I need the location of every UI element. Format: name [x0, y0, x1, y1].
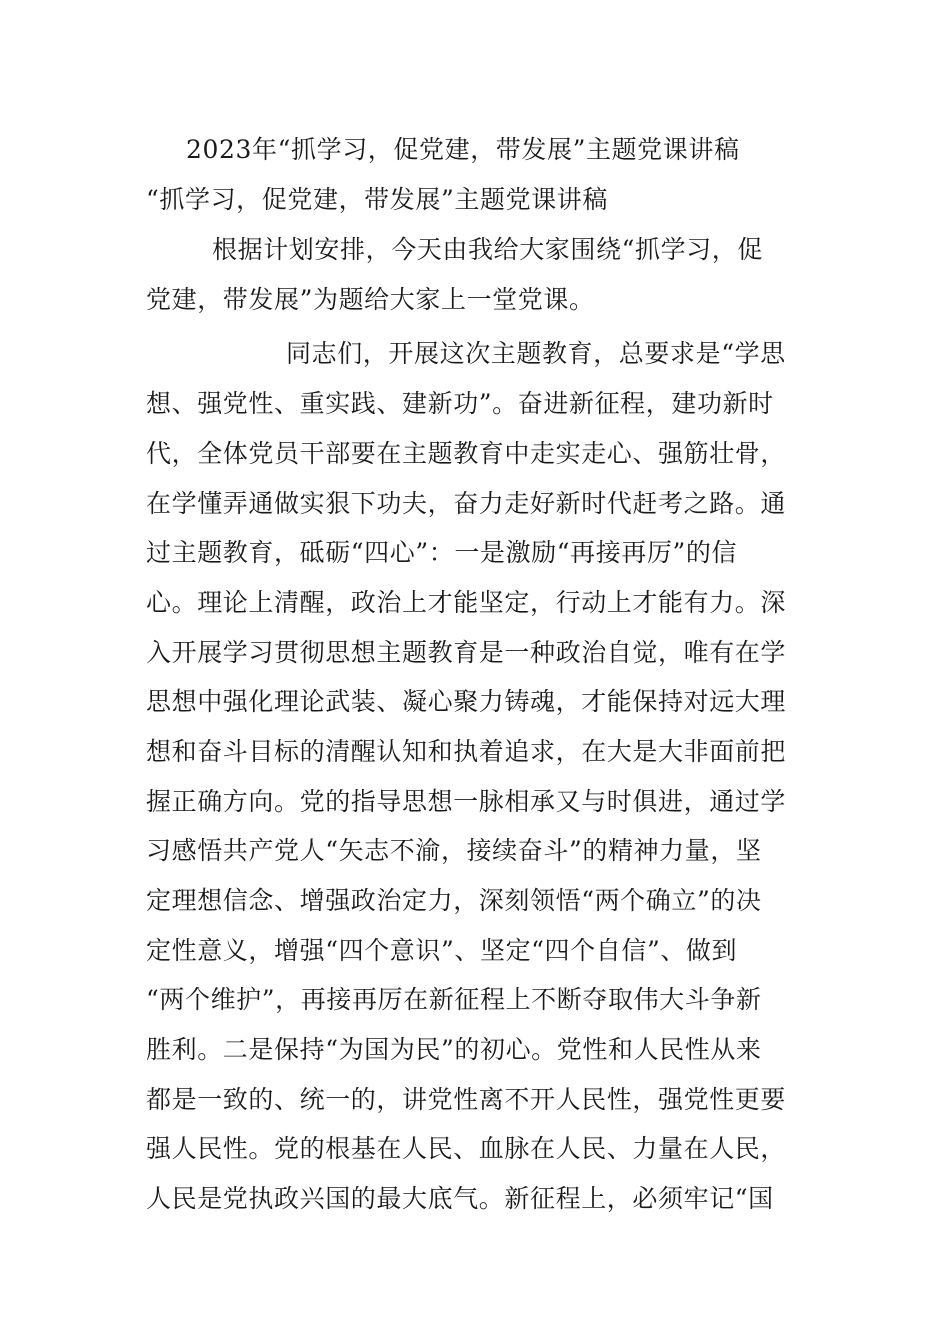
paragraph-line: 想、强党性、重实践、建新功”。奋进新征程，建功新时	[146, 389, 774, 418]
paragraph-line: 胜利。二是保持“为国为民”的初心。党性和人民性从来	[146, 1035, 762, 1064]
paragraph-line: 定理想信念、增强政治定力，深刻领悟“两个确立”的决	[146, 886, 762, 915]
paragraph-line: 党建，带发展”为题给大家上一堂党课。	[146, 285, 595, 314]
paragraph-line: 入开展学习贯彻思想主题教育是一种政治自觉，唯有在学	[146, 638, 787, 667]
paragraph-line: 人民是党执政兴国的最大底气。新征程上，必须牢记“国	[146, 1184, 774, 1213]
paragraph-line: 根据计划安排，今天由我给大家围绕“抓学习，促	[212, 235, 763, 264]
paragraph-line: 定性意义，增强“四个意识”、坚定“四个自信”、做到	[146, 936, 738, 965]
paragraph-line: 心。理论上清醒，政治上才能坚定，行动上才能有力。深	[146, 588, 787, 617]
document-title: 2023年“抓学习，促党建，带发展”主题党课讲稿	[186, 135, 740, 164]
paragraph-line: “两个维护”，再接再厉在新征程上不断夺取伟大斗争新	[146, 985, 762, 1014]
paragraph-line: 强人民性。党的根基在人民、血脉在人民、力量在人民，	[146, 1134, 787, 1163]
paragraph-line: 想和奋斗目标的清醒认知和执着追求，在大是大非面前把	[146, 737, 787, 766]
paragraph-line: 思想中强化理论武装、凝心聚力铸魂，才能保持对远大理	[146, 687, 787, 716]
paragraph-line: 在学懂弄通做实狠下功夫，奋力走好新时代赶考之路。通	[146, 489, 787, 518]
paragraph-line: 都是一致的、统一的，讲党性离不开人民性，强党性更要	[146, 1085, 787, 1114]
paragraph-line: 同志们，开展这次主题教育，总要求是“学思	[286, 339, 786, 368]
paragraph-line: 握正确方向。党的指导思想一脉相承又与时俱进，通过学	[146, 787, 787, 816]
document-subtitle: “抓学习，促党建，带发展”主题党课讲稿	[146, 185, 608, 214]
paragraph-line: 过主题教育，砥砺“四心”：一是激励“再接再厉”的信	[146, 538, 738, 567]
paragraph-line: 代，全体党员干部要在主题教育中走实走心、强筋壮骨，	[146, 439, 787, 468]
paragraph-line: 习感悟共产党人“矢志不渝，接续奋斗”的精神力量，坚	[146, 836, 762, 865]
